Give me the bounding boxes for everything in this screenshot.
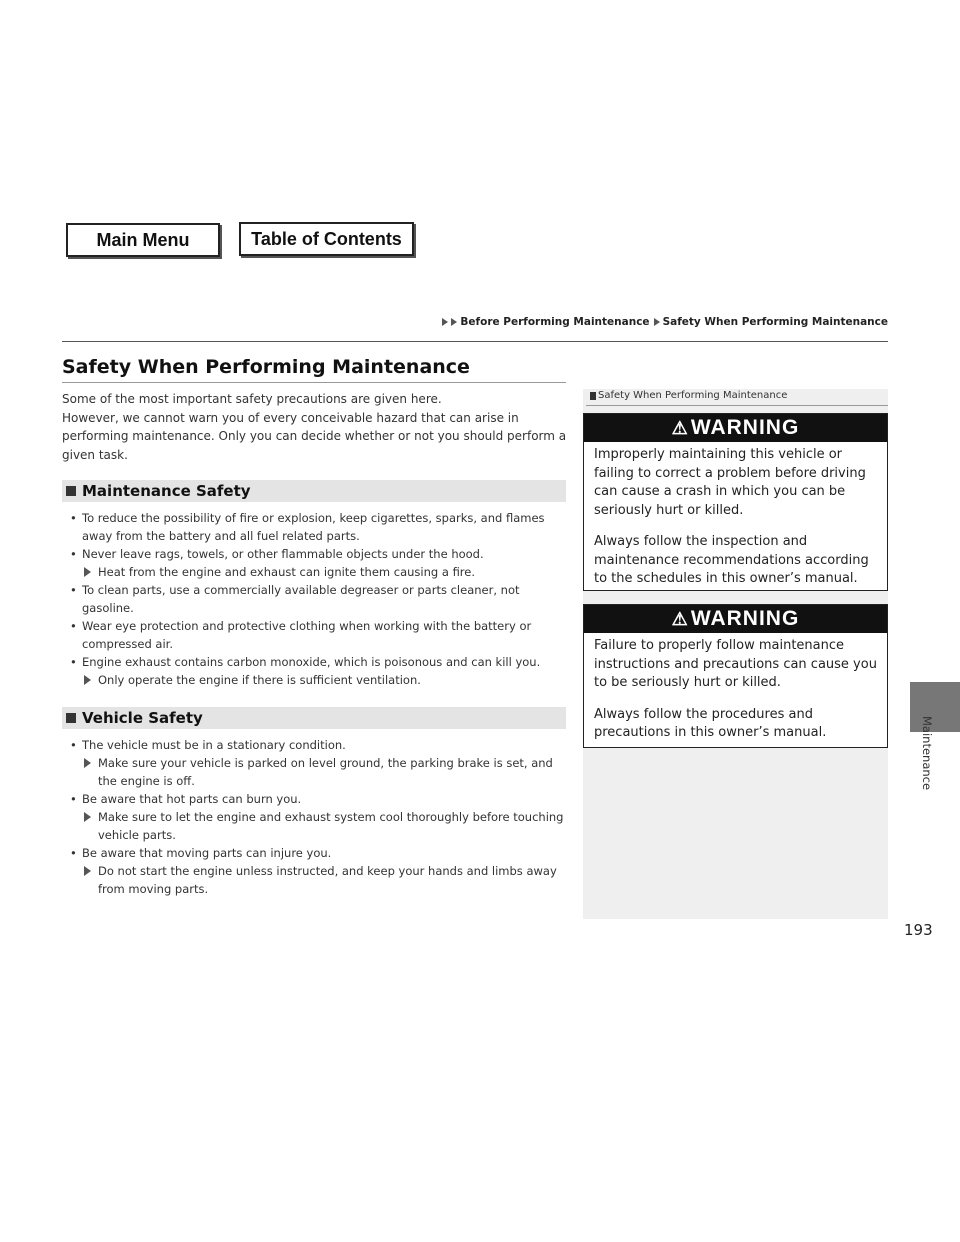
- warning-label: WARNING: [690, 607, 800, 630]
- list-subitem: [70, 808, 566, 844]
- list-item: • Be aware that hot parts can burn you.: [70, 790, 566, 808]
- intro-paragraph: Some of the most important safety precautions are given here.: [62, 392, 442, 406]
- section-heading-text: Maintenance Safety: [82, 482, 251, 500]
- list-item: • The vehicle must be in a stationary condition.: [70, 736, 566, 754]
- sidebar-divider: [586, 405, 888, 406]
- sidebar-heading: [590, 390, 787, 401]
- vehicle-safety-list: [70, 736, 566, 898]
- section-square-icon: [66, 713, 76, 723]
- warning-box: [583, 413, 888, 591]
- table-of-contents-button[interactable]: Table of Contents: [239, 222, 414, 256]
- sidebar-heading-text: Safety When Performing Maintenance: [598, 390, 788, 401]
- breadcrumb-arrow-icon: [442, 318, 448, 326]
- warning-paragraph: Failure to properly follow maintenance instructions and precautions can cause you to be seriously hurt or killed.: [594, 638, 877, 690]
- arrow-icon: [84, 758, 91, 768]
- list-subitem-text: Make sure your vehicle is parked on level ground, the parking brake is set, and the engine is off.: [98, 756, 553, 788]
- section-square-icon: [66, 486, 76, 496]
- warning-paragraph: Always follow the procedures and precautions in this owner’s manual.: [594, 706, 827, 740]
- page-title: Safety When Performing Maintenance: [62, 356, 470, 378]
- chapter-tab[interactable]: [910, 682, 960, 732]
- list-item: • Never leave rags, towels, or other flammable objects under the hood.: [70, 545, 566, 563]
- section-heading-maintenance-safety: [62, 480, 566, 502]
- section-heading-vehicle-safety: [62, 707, 566, 729]
- warning-paragraph: Always follow the inspection and maintenance recommendations according to the schedules in this owner’s manual.: [594, 534, 869, 586]
- warning-triangle-icon: ⚠: [671, 417, 689, 438]
- list-item: • To reduce the possibility of fire or explosion, keep cigarettes, sparks, and flames away from the battery and all fuel related parts.: [70, 509, 566, 545]
- header-divider: [62, 341, 888, 342]
- list-item: • Engine exhaust contains carbon monoxide, which is poisonous and can kill you.: [70, 653, 566, 671]
- warning-paragraph: Improperly maintaining this vehicle or failing to correct a problem before driving can cause a crash in which you can be seriously hurt or killed.: [594, 447, 866, 518]
- intro-paragraph: However, we cannot warn you of every conceivable hazard that can arise in performing maintenance. Only you can decide whether or not you should perform a given task.: [62, 410, 567, 462]
- section-heading-text: Vehicle Safety: [82, 709, 203, 727]
- chapter-tab-label: Maintenance: [920, 716, 934, 791]
- list-subitem-text: Heat from the engine and exhaust can ignite them causing a fire.: [98, 565, 476, 579]
- list-item: • Be aware that moving parts can injure you.: [70, 844, 566, 862]
- warning-header: [584, 605, 887, 633]
- warning-header: [584, 414, 887, 442]
- note-marker-icon: [590, 392, 596, 400]
- intro-text: [62, 390, 572, 464]
- warning-box: [583, 604, 888, 748]
- list-subitem: [70, 754, 566, 790]
- maintenance-safety-list: [70, 509, 566, 689]
- list-subitem: [70, 563, 566, 581]
- arrow-icon: [84, 866, 91, 876]
- breadcrumb: [442, 316, 888, 328]
- warning-text: [584, 633, 887, 743]
- arrow-icon: [84, 675, 91, 685]
- page-number: 193: [904, 921, 933, 939]
- warning-triangle-icon: ⚠: [671, 608, 689, 629]
- breadcrumb-arrow-icon: [654, 318, 660, 326]
- list-subitem-text: Do not start the engine unless instructed, and keep your hands and limbs away from moving parts.: [98, 864, 557, 896]
- list-subitem-text: Only operate the engine if there is sufficient ventilation.: [98, 673, 421, 687]
- main-menu-button[interactable]: Main Menu: [66, 223, 220, 257]
- warning-text: [584, 442, 887, 589]
- list-subitem: [70, 671, 566, 689]
- title-divider: [62, 382, 566, 383]
- list-item: • Wear eye protection and protective clothing when working with the battery or compressed air.: [70, 617, 566, 653]
- breadcrumb-item[interactable]: Before Performing Maintenance: [460, 316, 650, 328]
- warning-label: WARNING: [690, 416, 800, 439]
- list-subitem-text: Make sure to let the engine and exhaust system cool thoroughly before touching vehicle parts.: [98, 810, 564, 842]
- list-item: • To clean parts, use a commercially available degreaser or parts cleaner, not gasoline.: [70, 581, 566, 617]
- list-subitem: [70, 862, 566, 898]
- breadcrumb-arrow-icon: [451, 318, 457, 326]
- arrow-icon: [84, 812, 91, 822]
- arrow-icon: [84, 567, 91, 577]
- breadcrumb-item[interactable]: Safety When Performing Maintenance: [662, 316, 888, 328]
